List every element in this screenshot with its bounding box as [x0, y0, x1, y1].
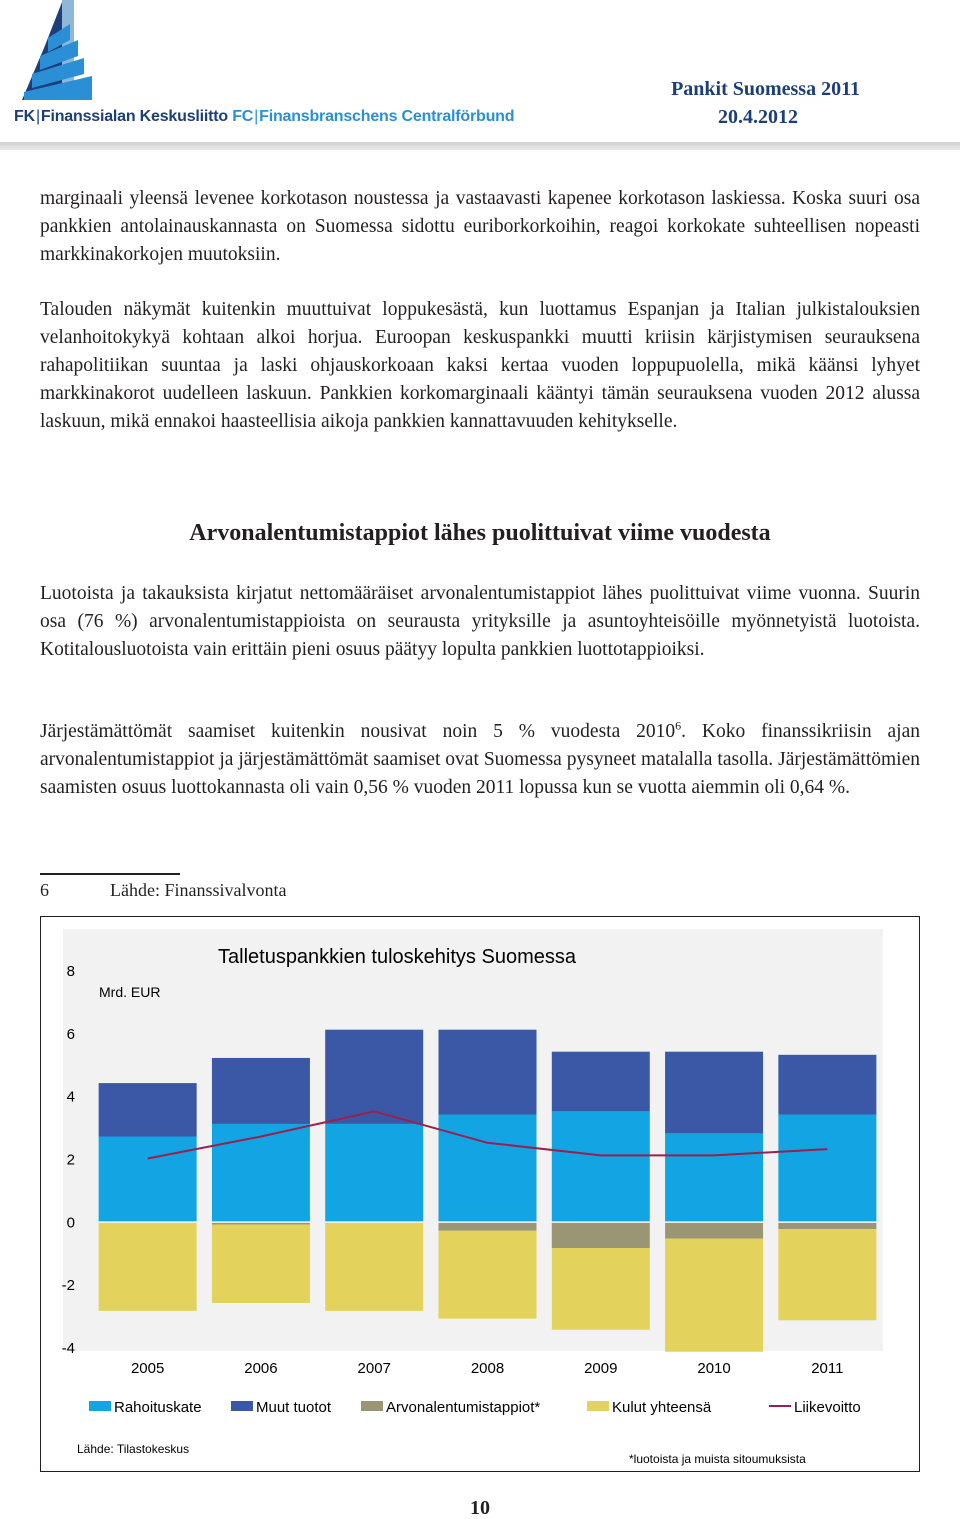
page-number: 10: [470, 1497, 490, 1519]
bar-muuttuotot: [212, 1058, 310, 1124]
bar-kulutyhteens: [778, 1229, 876, 1320]
paragraph-interest-margin: marginaali yleensä levenee korkotason noustessa ja vastaavasti kapenee korkotason laskiessa. Koska suuri osa pankkien antolainauskannasta on Suomessa sidottu euriborkorkoihin, reagoi korkokate suhteellisen nopeasti markkinakorkojen muutoksiin.: [40, 188, 920, 265]
bar-arvonalentumistappiot: [778, 1223, 876, 1229]
bar-rahoituskate: [99, 1137, 197, 1222]
paragraph-economic-outlook: Talouden näkymät kuitenkin muuttuivat loppukesästä, kun luottamus Espanjan ja Italian julkistalouksien velanhoitokykyä kohtaan alkoi horjua. Euroopan keskuspankki muutti kriisin kärjistymisen seurauksena rahapolitiikan suuntaa ja laski ohjauskorkoaan kaksi kertaa vuoden loppupuolella, mikä käänsi lyhyet markkinakorot uudelleen laskuun. Pankkien korkomarginaali kääntyi tämän seurauksena vuoden 2012 alussa laskuun, mikä ennakoi haasteellisia aikoja pankkien kannattavuuden kehitykselle.: [40, 299, 920, 432]
x-tick-label: 2007: [357, 1360, 391, 1377]
org-name-finnish: Finanssialan Keskusliitto: [40, 108, 228, 125]
bar-kulutyhteens: [99, 1223, 197, 1311]
legend-label: Muut tuotot: [256, 1399, 332, 1416]
bar-kulutyhteens: [325, 1223, 423, 1311]
x-tick-label: 2005: [130, 1360, 165, 1377]
legend-label: Rahoituskate: [114, 1399, 202, 1416]
paragraph-text-part: . Koko finanssikriisin ajan arvonalentumistappiot ja järjestämättömät saamiset ovat Suomessa pysyneet matalalla tasolla. Järjestämättömien saamisten osuus luottokannasta oli vain 0,56 % vuoden 2011 lopussa kun se vuotta aiemmin oli 0,64 %.: [40, 721, 921, 798]
bar-arvonalentumistappiot: [439, 1223, 537, 1231]
bar-rahoituskate: [552, 1111, 650, 1221]
x-tick-label: 2006: [244, 1360, 278, 1377]
chart-title: Talletuspankkien tuloskehitys Suomessa: [218, 946, 576, 968]
header-divider: [0, 142, 960, 150]
bar-muuttuotot: [552, 1052, 650, 1112]
bar-kulutyhteens: [665, 1239, 763, 1352]
y-tick-label: -4: [61, 1340, 75, 1357]
chart-source: Lähde: Tilastokeskus: [77, 1442, 190, 1456]
x-tick-label: 2008: [470, 1360, 505, 1377]
fk-logo-icon: [18, 0, 98, 104]
footnote-text: Lähde: Finanssivalvonta: [110, 880, 287, 900]
bar-arvonalentumistappiot: [552, 1223, 650, 1248]
bar-rahoituskate: [325, 1124, 423, 1221]
bar-muuttuotot: [99, 1083, 197, 1136]
bar-muuttuotot: [778, 1055, 876, 1115]
bar-muuttuotot: [665, 1052, 763, 1134]
legend-swatch: [361, 1401, 383, 1411]
footnote-divider: [40, 873, 180, 875]
bar-arvonalentumistappiot: [212, 1223, 310, 1225]
x-tick-label: 2010: [697, 1360, 731, 1377]
bar-muuttuotot: [439, 1030, 537, 1115]
chart-container: [40, 916, 920, 1472]
x-tick-label: 2009: [584, 1360, 618, 1377]
paragraph-impairment-losses: Luotoista ja takauksista kirjatut nettomääräiset arvonalentumistappiot lähes puolittuivat viime vuonna. Suurin osa (76 %) arvonalentumistappioista on seurausta yrityksille ja asuntoyhteisöille myönnetyistä luotoista. Kotitalousluotoista vain erittäin pieni osuus päätyy lopulta pankkien luottotappioiksi.: [40, 583, 920, 660]
legend-swatch: [231, 1401, 253, 1411]
bar-rahoituskate: [212, 1124, 310, 1221]
page-header: [0, 0, 960, 150]
footnote: [40, 880, 286, 901]
bar-rahoituskate: [439, 1115, 537, 1222]
y-tick-label: 8: [66, 963, 75, 980]
legend-label: Kulut yhteensä: [612, 1399, 712, 1416]
org-abbrev-fc: FC: [232, 108, 254, 125]
footnote-number: 6: [40, 880, 49, 900]
y-tick-label: 0: [66, 1214, 75, 1232]
y-axis-label: Mrd. EUR: [99, 984, 161, 1000]
bar-kulutyhteens: [212, 1224, 310, 1303]
legend-swatch: [89, 1401, 111, 1411]
bar-muuttuotot: [325, 1030, 423, 1124]
bar-kulutyhteens: [439, 1231, 537, 1319]
report-title: Pankit Suomessa 2011: [671, 78, 860, 100]
bar-kulutyhteens: [552, 1248, 650, 1330]
bar-arvonalentumistappiot: [665, 1223, 763, 1239]
legend-label: Arvonalentumistappiot*: [386, 1399, 541, 1416]
org-name-swedish: Finansbranschens Centralförbund: [259, 108, 515, 125]
bank-earnings-chart: [41, 917, 918, 1470]
org-abbrev-fk: FK: [14, 108, 35, 125]
paragraph-text-part: Järjestämättömät saamiset kuitenkin nousivat noin 5 % vuodesta 2010: [40, 721, 676, 742]
y-tick-label: -2: [61, 1277, 75, 1295]
bar-rahoituskate: [778, 1115, 876, 1222]
footnote-reference[interactable]: 6: [675, 718, 682, 733]
legend-swatch: [587, 1401, 609, 1411]
section-heading: Arvonalentumistappiot lähes puolittuivat viime vuodesta: [189, 520, 771, 546]
x-tick-label: 2011: [811, 1360, 844, 1377]
legend-label: Liikevoitto: [794, 1399, 861, 1416]
chart-note: *luotoista ja muista sitoumuksista: [629, 1452, 806, 1466]
paragraph-non-performing: [40, 718, 920, 802]
report-date: 20.4.2012: [718, 106, 798, 128]
y-tick-label: 4: [66, 1088, 75, 1106]
bar-rahoituskate: [665, 1133, 763, 1221]
organization-name: FK|Finanssialan Keskusliitto FC|Finansbranschens Centralförbund: [14, 108, 515, 125]
y-tick-label: 6: [66, 1025, 75, 1043]
y-tick-label: 2: [66, 1151, 75, 1169]
